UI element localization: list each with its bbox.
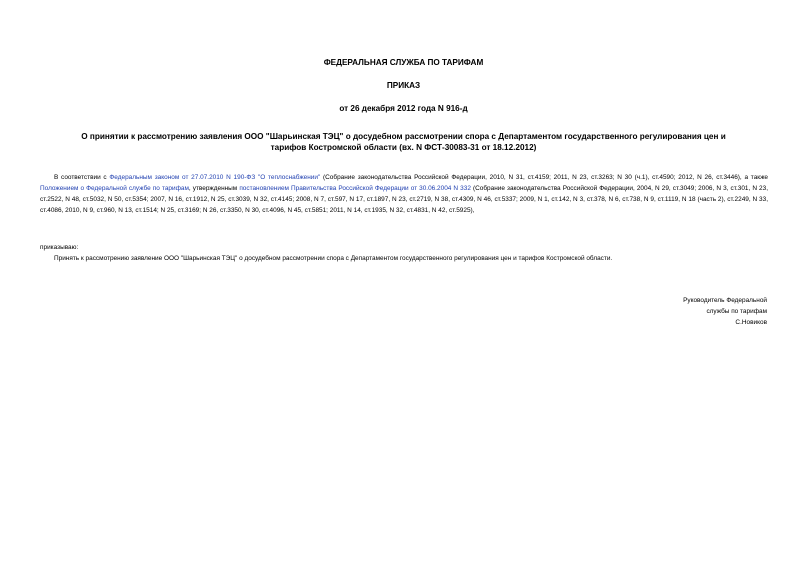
link-government-decree-332[interactable]: постановлением Правительства Российской Федерации от 30.06.2004 N 332 xyxy=(239,185,471,193)
title-line-2: тарифов Костромской области (вх. N ФСТ-30083-31 от 18.12.2012) xyxy=(270,143,537,152)
title-line-1: О принятии к рассмотрению заявления ООО "Шарьинская ТЭЦ" о досудебном рассмотрении спора с Департаментом государственного регулирования цен и xyxy=(81,132,726,141)
agency-name: ФЕДЕРАЛЬНАЯ СЛУЖБА ПО ТАРИФАМ xyxy=(323,58,484,67)
legal-basis-paragraph xyxy=(40,172,768,216)
document-type: ПРИКАЗ xyxy=(386,81,421,90)
link-federal-law-190[interactable]: Федеральным законом от 27.07.2010 N 190-ФЗ "О теплоснабжении" xyxy=(109,174,321,181)
basis-text-4: (Собрание законодательства Российской Федерации, 2004, N 29, ст.3049; 2006, N 3, ст.301, N 23, ст.2522, N 48, ст.5032, N 50, ст.5354; 2007, N 16, ст.1912, N 25, ст.3039, N 32, ст.4145; 2008, N 7, ст.597, N 17, ст.1897, N 23, ст.2719, N 38, ст.4309, N 46, ст.5337; 2009, N 1, ст.142, N 3, ст.378, N 6, ст.738, N 9, ст.1119, N 18 (часть 2), ст.2249, N 33, ст.4086, 2010, N 9, ст.960, N 13, ст.1514; N 25, ст.3169; N 26, ст.3350, N 30, ст.4096, N 45, ст.5851; 2011, N 14, ст.1935, N 32, ст.4831, N 42, ст.5925), xyxy=(40,185,769,215)
basis-text-1: В соответствии с xyxy=(54,174,110,181)
document-title xyxy=(40,131,767,153)
signatory-name: С.Новиков xyxy=(735,319,767,327)
link-fst-regulation[interactable]: Положением о Федеральной службе по тарифам xyxy=(40,185,189,193)
order-keyword: приказываю: xyxy=(40,244,79,251)
basis-text-3: , утвержденным xyxy=(188,185,240,193)
signature-block xyxy=(683,295,767,329)
signatory-position-line-1: Руководитель Федеральной xyxy=(683,297,767,304)
signatory-position-line-2: службы по тарифам xyxy=(706,308,767,316)
basis-text-2: (Собрание законодательства Российской Федерации, 2010, N 31, ст.4159; 2011, N 23, ст.3263; N 30 (ч.1), ст.4590; 2012, N 26, ст.3446), а также xyxy=(320,174,768,181)
document-date: от 26 декабря 2012 года N 916-д xyxy=(339,104,468,113)
order-text: Принять к рассмотрению заявление ООО "Шарьинская ТЭЦ" о досудебном рассмотрении спора с Департаментом государственного регулирования цен и тарифов Костромской области. xyxy=(54,255,613,262)
